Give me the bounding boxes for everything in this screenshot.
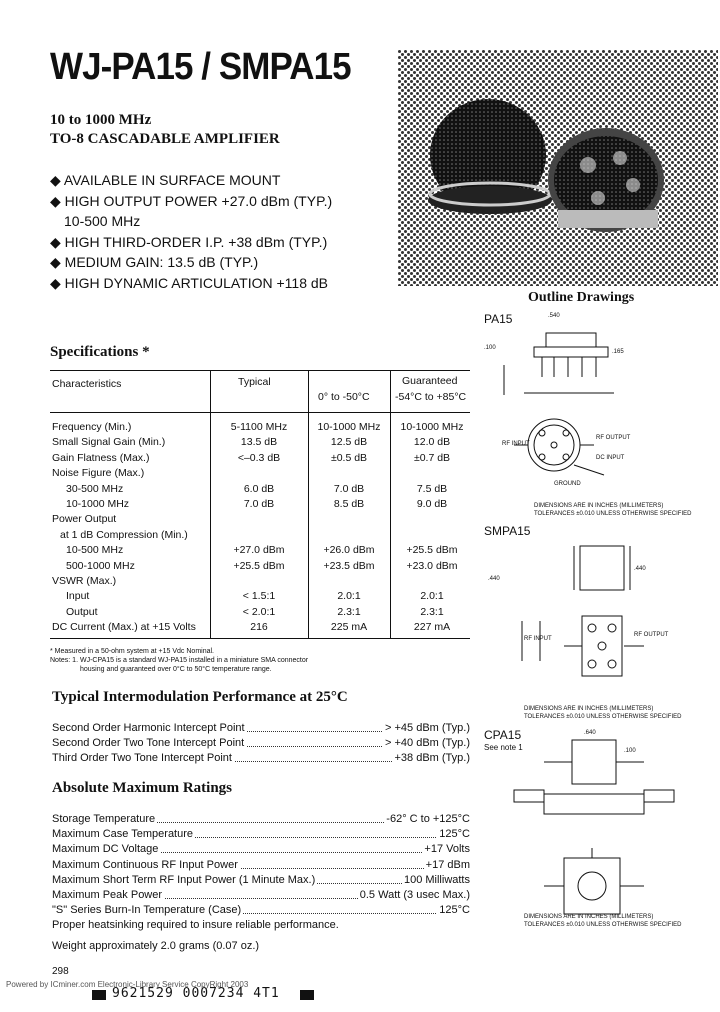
dimension-text: .100 (624, 748, 636, 754)
column-header-range-2: -54°C to +85°C (395, 391, 467, 403)
subtitle-frequency: 10 to 1000 MHz (50, 112, 152, 128)
diamond-bullet-icon: ◆ (50, 192, 61, 209)
table-row-label: DC Current (Max.) at +15 Volts (52, 621, 196, 634)
dimensions-note: DIMENSIONS ARE IN INCHES (MILLIMETERS) (534, 503, 664, 509)
smpa15-outline-drawing (484, 536, 720, 721)
table-bottom-rule (50, 638, 470, 639)
dimension-text: .165 (612, 349, 624, 355)
barcode-block-icon (92, 990, 106, 1000)
feature-item-continuation: 10-500 MHz (64, 213, 141, 230)
table-cell: 7.0 dB (333, 482, 365, 495)
diamond-bullet-icon: ◆ (50, 233, 61, 250)
table-row-label: 30-500 MHz (66, 482, 124, 495)
list-item: Maximum Case Temperature 125°C (52, 828, 470, 841)
table-cell: <–0.3 dB (237, 451, 281, 464)
column-header-range-1: 0° to -50°C (318, 391, 370, 403)
pa15-outline-drawing (484, 305, 720, 525)
intermod-list (52, 721, 470, 767)
table-cell: +26.0 dBm (323, 544, 375, 557)
table-cell: +23.5 dBm (323, 559, 375, 572)
product-photo (398, 50, 718, 286)
intermod-heading: Typical Intermodulation Performance at 25°C (52, 689, 348, 705)
page-title: WJ-PA15 / SMPA15 (50, 46, 351, 88)
list-item: Storage Temperature -62° C to +125°C (52, 813, 470, 825)
table-cell: 2.0:1 (420, 590, 444, 603)
specifications-notes (50, 647, 308, 674)
diamond-bullet-icon: ◆ (50, 274, 61, 291)
table-row-label: Input (66, 590, 90, 603)
table-row-label: Output (66, 605, 98, 618)
table-cell: 6.0 dB (243, 482, 275, 495)
pa15-label: PA15 (484, 312, 513, 326)
feature-item: ◆ AVAILABLE IN SURFACE MOUNT (50, 172, 281, 188)
heatsink-note: Proper heatsinking required to insure reliable performance. (52, 919, 339, 932)
table-cell: 10-1000 MHz (317, 421, 381, 433)
table-cell: 7.0 dB (243, 498, 275, 510)
table-row-label: 10-1000 MHz (66, 498, 130, 510)
list-item: "S" Series Burn-In Temperature (Case) 125°C (52, 904, 470, 917)
table-row-label: at 1 dB Compression (Min.) (60, 528, 188, 541)
table-cell: +27.0 dBm (233, 544, 285, 557)
dimensions-note: DIMENSIONS ARE IN INCHES (MILLIMETERS) (524, 706, 654, 712)
table-cell: < 2.0:1 (242, 605, 276, 618)
feature-item: ◆ HIGH THIRD-ORDER I.P. +38 dBm (TYP.) (50, 233, 328, 250)
feature-list (50, 170, 332, 294)
cpa15-note: See note 1 (484, 743, 523, 752)
feature-item: ◆ HIGH OUTPUT POWER +27.0 dBm (TYP.) (50, 192, 333, 209)
table-cell: 12.0 dB (413, 436, 451, 449)
column-header-typical: Typical (238, 376, 271, 388)
powered-by-text: Powered by ICminer.com Electronic-Library Service CopyRight 2003 (6, 980, 249, 989)
table-top-rule (50, 370, 470, 371)
table-row-label: VSWR (Max.) (52, 575, 117, 587)
ratings-heading: Absolute Maximum Ratings (52, 780, 233, 796)
table-row-label: Small Signal Gain (Min.) (52, 436, 166, 449)
rf-output-label: RF OUTPUT (596, 435, 631, 441)
note-measurement: * Measured in a 50-ohm system at +15 Vdc Nominal. (50, 648, 214, 655)
rf-input-label: RF INPUT (502, 441, 530, 447)
diamond-bullet-icon: ◆ (50, 172, 61, 188)
table-cell: 10-1000 MHz (400, 421, 464, 433)
page-number: 298 (52, 966, 69, 977)
list-item: Maximum DC Voltage +17 Volts (52, 843, 470, 856)
table-cell: +23.0 dBm (406, 559, 458, 572)
table-cell: 5-1100 MHz (230, 421, 288, 433)
tolerances-note: TOLERANCES ±0.010 UNLESS OTHERWISE SPECIFIED (534, 511, 692, 517)
subtitle-product: TO-8 CASCADABLE AMPLIFIER (50, 131, 280, 147)
cpa15-outline-drawing (484, 728, 720, 938)
feature-item: ◆ HIGH DYNAMIC ARTICULATION +118 dB (50, 274, 329, 291)
table-cell: ±0.7 dB (413, 451, 451, 464)
table-row-label: 10-500 MHz (66, 544, 124, 557)
dimensions-note: DIMENSIONS ARE IN INCHES (MILLIMETERS) (524, 914, 654, 920)
smpa15-label: SMPA15 (484, 524, 531, 538)
list-item: Maximum Peak Power 0.5 Watt (3 usec Max.) (52, 888, 470, 901)
table-cell: 7.5 dB (416, 482, 448, 495)
table-cell: < 1.5:1 (242, 590, 276, 603)
outline-drawings-heading: Outline Drawings (528, 290, 635, 305)
note-cpa15-cont: housing and guaranteed over 0°C to 50°C temperature range. (80, 666, 272, 673)
tolerances-note: TOLERANCES ±0.010 UNLESS OTHERWISE SPECIFIED (524, 714, 682, 720)
dimension-text: .440 (488, 576, 500, 582)
barcode-text: 9621529 0007234 4T1 (112, 986, 280, 1001)
rf-output-label: RF OUTPUT (634, 632, 669, 638)
table-cell: +25.5 dBm (406, 544, 458, 557)
ratings-list (52, 812, 470, 934)
table-cell: 2.3:1 (420, 605, 444, 618)
table-cell: 227 mA (413, 621, 451, 634)
table-header-rule (50, 412, 470, 413)
dimension-text: .100 (484, 345, 496, 351)
table-cell: 2.3:1 (337, 605, 361, 618)
tolerances-note: TOLERANCES ±0.010 UNLESS OTHERWISE SPECIFIED (524, 922, 682, 928)
table-row-label: 500-1000 MHz (66, 559, 135, 572)
table-cell: 216 (250, 621, 268, 634)
table-row-label: Power Output (52, 513, 117, 526)
table-cell: 9.0 dB (416, 498, 448, 510)
list-item: Maximum Continuous RF Input Power +17 dBm (52, 858, 470, 871)
list-item: Second Order Two Tone Intercept Point > +40 dBm (Typ.) (52, 737, 470, 750)
dimension-text: .540 (548, 313, 560, 319)
rf-input-label: RF INPUT (524, 636, 552, 642)
list-item: Maximum Short Term RF Input Power (1 Minute Max.) 100 Milliwatts (52, 873, 470, 886)
dc-input-label: DC INPUT (596, 455, 625, 461)
column-header-guaranteed: Guaranteed (402, 375, 458, 387)
note-cpa15: Notes: 1. WJ-CPA15 is a standard WJ-PA15 installed in a miniature SMA connector (50, 657, 309, 664)
cpa15-label: CPA15 (484, 728, 522, 742)
table-cell: 12.5 dB (330, 436, 368, 449)
dimension-text: .440 (634, 566, 646, 572)
specifications-table (50, 370, 470, 640)
diamond-bullet-icon: ◆ (50, 254, 61, 271)
barcode-block-icon (300, 990, 314, 1000)
list-item: Third Order Two Tone Intercept Point +38 dBm (Typ.) (52, 752, 470, 765)
to8-can-base (428, 186, 552, 214)
column-header-characteristics: Characteristics (52, 378, 122, 390)
table-cell: 8.5 dB (333, 498, 365, 510)
table-cell: +25.5 dBm (233, 559, 285, 572)
feature-item: ◆ MEDIUM GAIN: 13.5 dB (TYP.) (50, 254, 259, 271)
table-row-label: Noise Figure (Max.) (52, 467, 145, 480)
table-row-label: Gain Flatness (Max.) (52, 451, 150, 464)
weight-note: Weight approximately 2.0 grams (0.07 oz.) (52, 940, 260, 952)
list-item: Second Order Harmonic Intercept Point > +45 dBm (Typ.) (52, 722, 470, 734)
table-cell: 13.5 dB (240, 436, 278, 449)
table-cell: 225 mA (330, 621, 368, 634)
table-cell: ±0.5 dB (330, 451, 368, 464)
table-cell: 2.0:1 (337, 590, 361, 603)
dimension-text: .640 (584, 730, 596, 736)
specifications-heading: Specifications * (50, 344, 150, 360)
ground-label: GROUND (554, 481, 581, 487)
table-row-label: Frequency (Min.) (52, 421, 132, 433)
